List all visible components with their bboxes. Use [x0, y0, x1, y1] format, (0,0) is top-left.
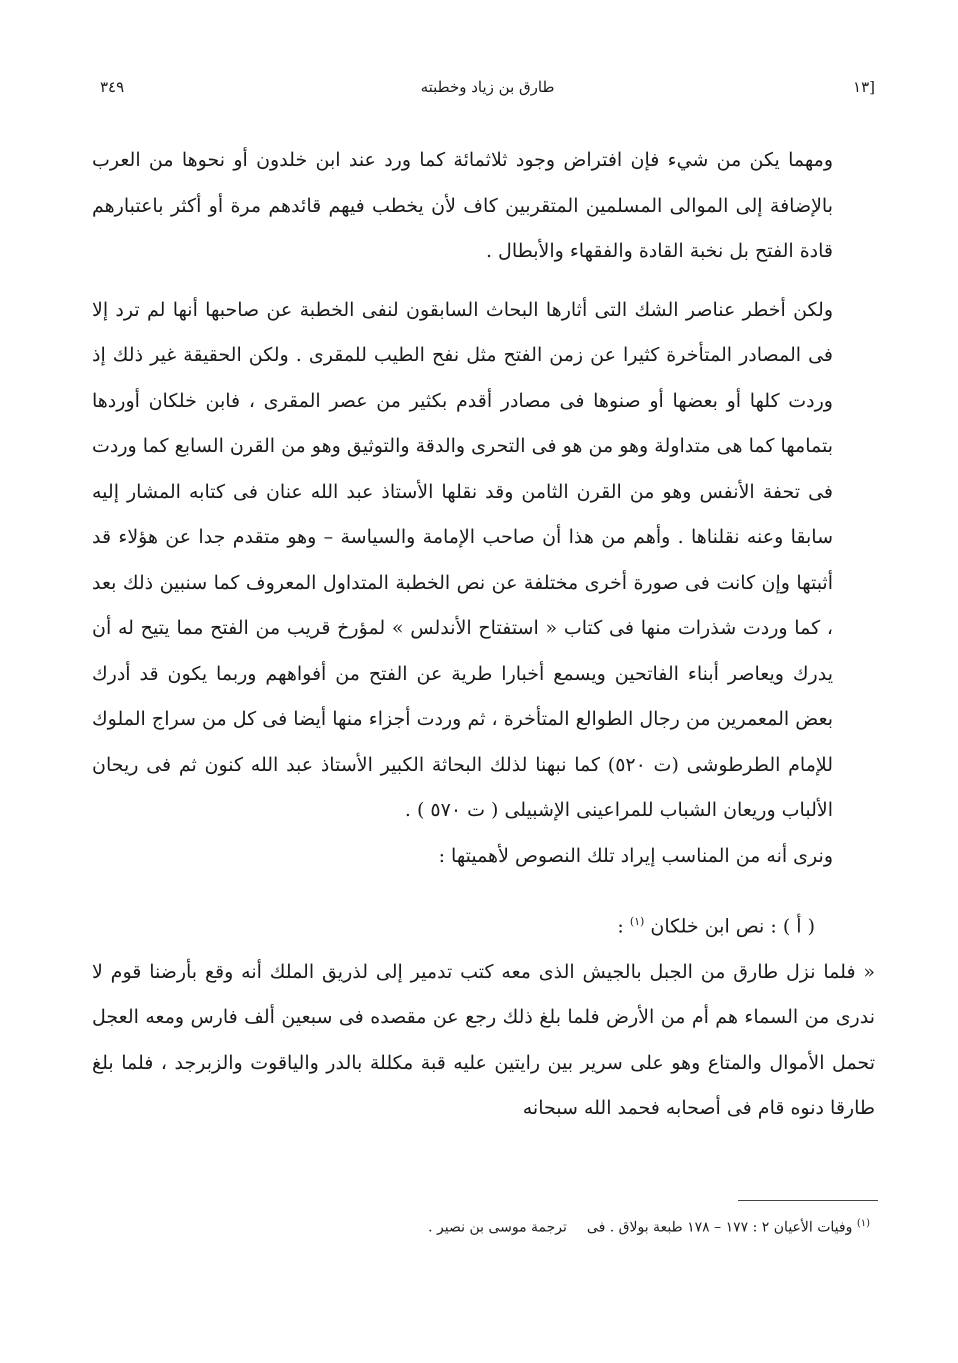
running-title: طارق بن زياد وخطبته: [420, 78, 555, 96]
footnote-text-b: ترجمة موسى بن نصير .: [428, 1219, 567, 1236]
page-number: ٣٤٩: [100, 78, 125, 96]
section-marker: [١٣: [853, 78, 875, 96]
footnote-divider: [738, 1200, 878, 1201]
subheading-footnote-ref: (١): [629, 915, 645, 928]
subheading: [92, 899, 875, 950]
body-text: [92, 138, 875, 1132]
footnote: [170, 1218, 870, 1236]
subheading-text: ( أ ) : نص ابن خلكان: [650, 915, 815, 938]
subheading-colon: :: [617, 915, 624, 938]
paragraph-3: ونرى أنه من المناسب إيراد تلك النصوص لأهميتها :: [438, 844, 833, 867]
running-header: [100, 78, 875, 106]
paragraph-2: ولكن أخطر عناصر الشك التى أثارها البحاث السابقون لنفى الخطبة عن صاحبها أنها لم ترد إلا فى المصادر المتأخرة كثيرا عن زمن الفتح مثل نفح الطيب للمقرى . ولكن الحقيقة غير ذلك إذ وردت كلها أو بعضها أو صنوها فى مصادر أقدم بكثير من عصر المقرى ، فابن خلكان أوردها بتمامها كما هى متداولة وهو من هو فى التحرى والدقة والتوثيق وهو من القرن السابع كما وردت فى تحفة الأنفس وهو من القرن الثامن وقد نقلها الأستاذ عبد الله عنان فى كتابه المشار إليه سابقا وعنه نقلناها . وأهم من هذا أن صاحب الإمامة والسياسة – وهو متقدم جدا عن هؤلاء قد أثبتها وإن كانت فى صورة أخرى مختلفة عن نص الخطبة المتداول المعروف كما سنبين ذلك بعد ، كما وردت شذرات منها فى كتاب « استفتاح الأندلس » لمؤرخ قريب من الفتح مما يتيح له أن يدرك ويعاصر أبناء الفاتحين ويسمع أخبارا طرية عن الفتح من أفواههم وربما يكون قد أدرك بعض المعمرين من رجال الطوالع المتأخرة ، ثم وردت أجزاء منها أيضا فى كل من سراج الملوك للإمام الطرطوشى (ت ٥٢٠) كما نبهنا لذلك البحاثة الكبير الأستاذ عبد الله كنون ثم فى ريحان الألباب وريعان الشباب للمراعينى الإشبيلى ( ت ٥٧٠ ) .: [92, 298, 834, 821]
footnote-marker: (١): [856, 1218, 870, 1229]
paragraph-1: ومهما يكن من شيء فإن افتراض وجود ثلاثمائة كما ورد عند ابن خلدون أو نحوها من العرب بالإضافة إلى الموالى المسلمين المتقربين كاف لأن يخطب فيهم قائدهم مرة أو أكثر باعتبارهم قادة الفتح بل نخبة القادة والفقهاء والأبطال .: [92, 149, 833, 262]
footnote-text-a: وفيات الأعيان ٢ : ١٧٧ – ١٧٨ طبعة بولاق . فى: [586, 1219, 853, 1236]
quotation: « فلما نزل طارق من الجبل بالجيش الذى معه كتب تدمير إلى لذريق الملك أنه وقع بأرضنا قوم لا ندرى من السماء هم أم من الأرض فلما بلغ ذلك رجع عن مقصده فى سبعين ألف فارس ومعه العجل تحمل الأموال والمتاع وهو على سرير بين رايتين عليه قبة مكللة بالدر والياقوت والزبرجد ، فلما بلغ طارقا دنوه قام فى أصحابه فحمد الله سبحانه: [92, 960, 875, 1120]
